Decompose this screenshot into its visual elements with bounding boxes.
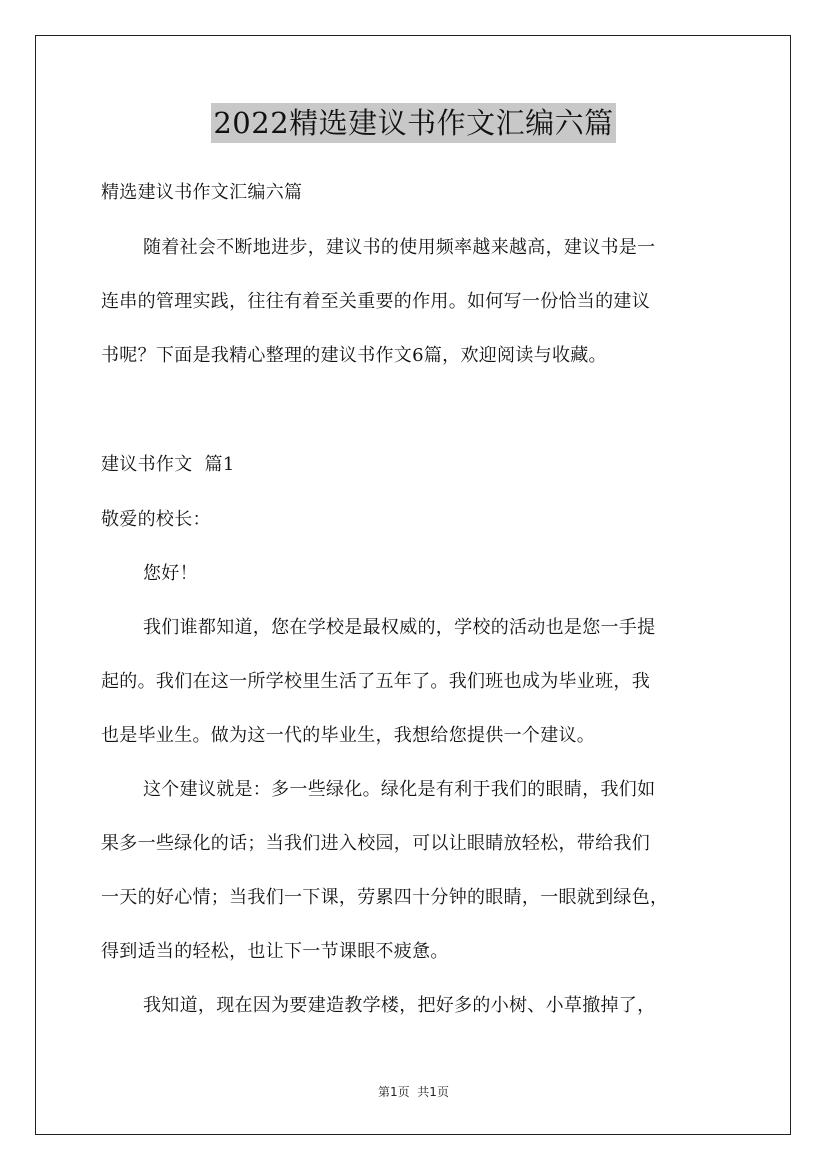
- paragraph-text: 果多一些绿化的话；当我们进入校园，可以让眼睛放轻松，带给我们: [101, 833, 650, 854]
- intro-text: 连串的管理实践，往往有着至关重要的作用。如何写一份恰当的建议: [101, 291, 650, 312]
- paragraph-text: 一天的好心情；当我们一下课，劳累四十分钟的眼睛，一眼就到绿色，: [101, 887, 669, 908]
- document-subtitle: 精选建议书作文汇编六篇: [101, 182, 303, 203]
- greeting: 您好！: [143, 563, 198, 584]
- paragraph-text: 我们谁都知道，您在学校是最权威的，学校的活动也是您一手提: [143, 617, 656, 638]
- title-container: [0, 103, 827, 143]
- salutation: 敬爱的校长：: [101, 509, 211, 530]
- paragraph-text: 得到适当的轻松，也让下一节课眼不疲惫。: [101, 941, 449, 962]
- page-footer: [0, 1084, 827, 1100]
- paragraph-text: 起的。我们在这一所学校里生活了五年了。我们班也成为毕业班，我: [101, 671, 650, 692]
- intro-text: 书呢？下面是我精心整理的建议书作文6篇，欢迎阅读与收藏。: [101, 345, 607, 366]
- page-indicator: 第1页 共1页: [378, 1085, 449, 1099]
- paragraph-text: 我知道，现在因为要建造教学楼，把好多的小树、小草撤掉了，: [143, 995, 656, 1016]
- paragraph-text: 这个建议就是：多一些绿化。绿化是有利于我们的眼睛，我们如: [143, 779, 656, 800]
- intro-text: 随着社会不断地进步，建议书的使用频率越来越高，建议书是一: [143, 237, 656, 258]
- section-heading: 建议书作文 篇1: [101, 454, 235, 475]
- document-title: 2022精选建议书作文汇编六篇: [211, 103, 615, 143]
- paragraph-text: 也是毕业生。做为这一代的毕业生，我想给您提供一个建议。: [101, 725, 596, 746]
